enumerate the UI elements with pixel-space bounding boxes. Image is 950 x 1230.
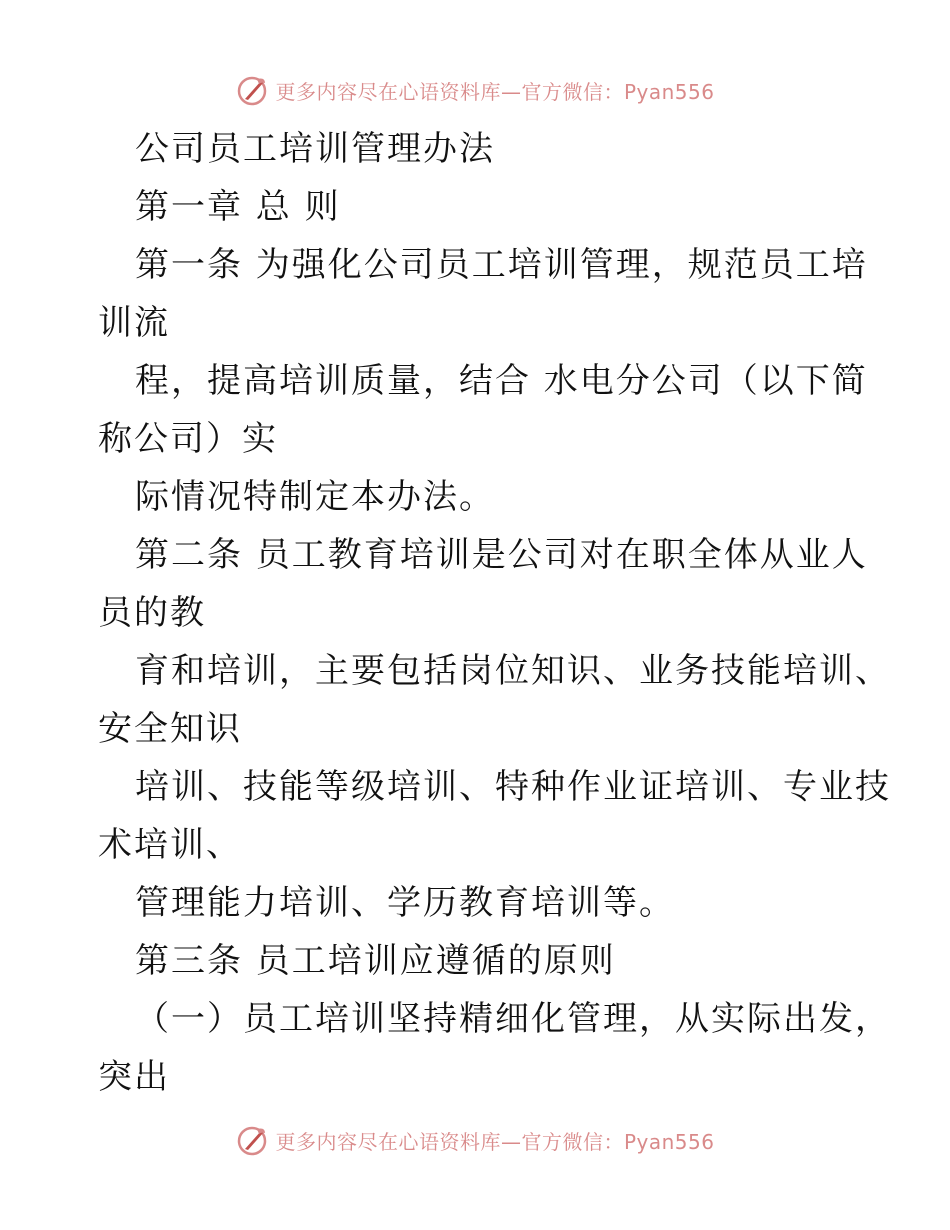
text-line: 际情况特制定本办法。 [135, 477, 495, 517]
text-line: 安全知识 [98, 709, 242, 749]
quill-logo-icon [235, 73, 269, 107]
banner-text: 更多内容尽在心语资料库—官方微信：Pyan556 [275, 1129, 715, 1154]
quill-logo-icon [235, 1123, 269, 1157]
banner-text: 更多内容尽在心语资料库—官方微信：Pyan556 [275, 79, 715, 104]
text-line: 称公司）实 [98, 419, 278, 459]
text-line: 员的教 [98, 593, 206, 633]
document-title: 公司员工培训管理办法 [135, 129, 495, 169]
text-line: 第二条 员工教育培训是公司对在职全体从业人 [135, 535, 868, 575]
text-line: 第一条 为强化公司员工培训管理，规范员工培 [135, 245, 868, 285]
text-line: 第三条 员工培训应遵循的原则 [135, 941, 616, 981]
text-line: 术培训、 [98, 825, 242, 865]
text-line: 育和培训，主要包括岗位知识、业务技能培训、 [135, 651, 891, 691]
text-line: 程，提高培训质量，结合 水电分公司（以下简 [135, 361, 868, 401]
text-line: 突出 [98, 1057, 170, 1097]
text-line: （一）员工培训坚持精细化管理，从实际出发， [135, 999, 891, 1039]
chapter-heading: 第一章 总 则 [135, 187, 341, 227]
footer-banner [0, 1118, 950, 1162]
text-line: 培训、技能等级培训、特种作业证培训、专业技 [135, 767, 891, 807]
header-banner [0, 68, 950, 112]
text-line: 训流 [98, 303, 170, 343]
text-line: 管理能力培训、学历教育培训等。 [135, 883, 675, 923]
